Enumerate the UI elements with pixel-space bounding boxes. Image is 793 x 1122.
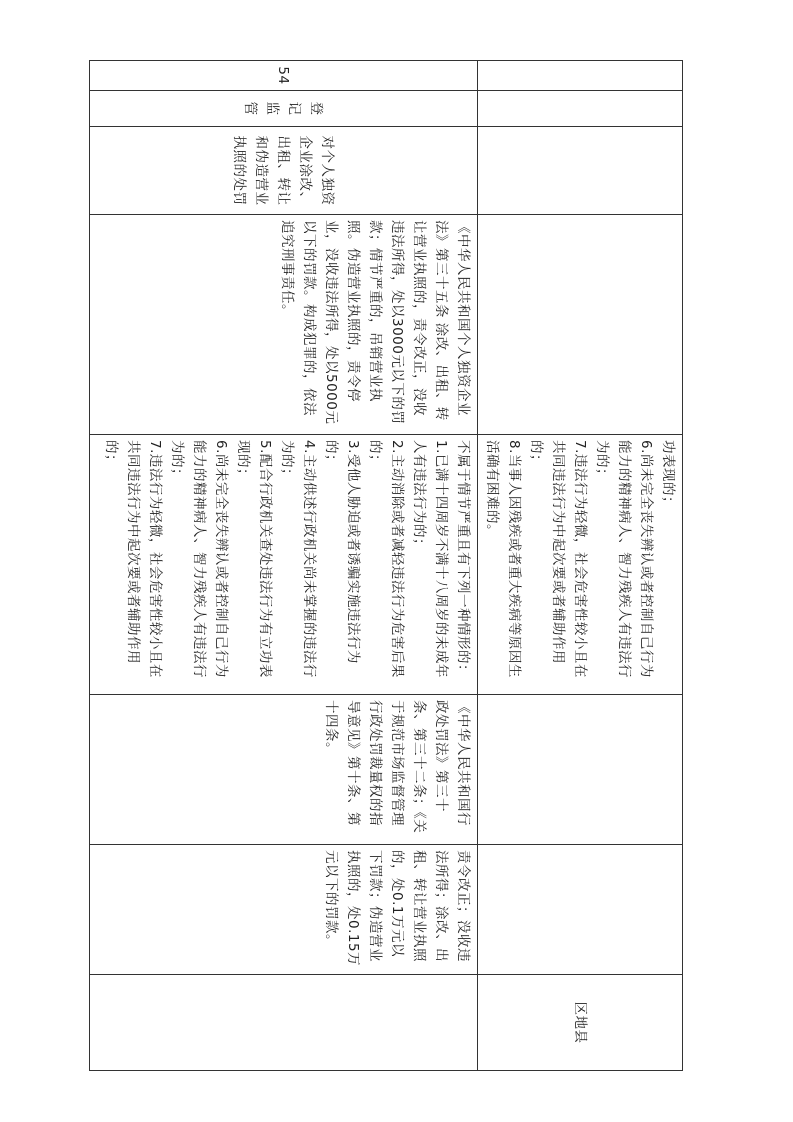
cell-basis	[478, 215, 683, 435]
cell-penalty	[478, 845, 683, 975]
cell-category: 登记监管	[90, 91, 478, 127]
cell-penalty: 责令改正；没收违法所得；涂改、出租、转让营业执照的，处0.1万元以下罚款；伪造营业执照的，处0.15万元以下的罚款。	[90, 845, 478, 975]
cell-conditions: 功表现的； 6.尚未完全丧失辨认或者控制自己行为能力的精神病人、智力残疾人有违法行为的； 7.违法行为轻微，社会危害性较小且在共同违法行为中起次要或者辅助作用的； 8.当事人因残疾或者重大疾病等原因生活确有困难的。	[478, 435, 683, 695]
cell-item: 对个人独资企业涂改、出租、转让和伪造营业执照的处罚	[90, 127, 478, 215]
cell-conditions: 不属于情节严重且有下列一种情形的： 1.已满十四周岁不满十八周岁的未成年人有违法行为的； 2.主动消除或者减轻违法行为危害后果的； 3.受他人胁迫或者诱骗实施违法行为的； 4.主动供述行政机关尚未掌握的违法行为的； 5.配合行政机关查处违法行为有立功表现的； 6.尚未完全丧失辨认或者控制自己行为能力的精神病人、智力残疾人有违法行为的； 7.违法行为轻微，社会危害性较小且在共同违法行为中起次要或者辅助作用的；	[90, 435, 478, 695]
cell-region: 区地县	[478, 975, 683, 1071]
penalty-table	[89, 60, 683, 1071]
cell-category	[478, 91, 683, 127]
cell-law: 《中华人民共和国行政处罚法》第三十条、第三十二条；《关于规范市场监督管理行政处罚裁量权的指导意见》第十条、第十四条。	[90, 695, 478, 845]
cell-basis: 《中华人民共和国个人独资企业法》第三十五条 涂改、出租、转让营业执照的，责令改正，没收违法所得，处以3000元以下的罚款；情节严重的，吊销营业执照。伪造营业执照的，责令停业，没收违法所得，处以5000元以下的罚款。构成犯罪的，依法追究刑事责任。	[90, 215, 478, 435]
table-row-continued	[478, 61, 683, 1071]
table-row-54	[90, 61, 478, 1071]
cell-region	[90, 975, 478, 1071]
cell-num: 54	[90, 61, 478, 91]
cell-item	[478, 127, 683, 215]
cell-num	[478, 61, 683, 91]
cell-law	[478, 695, 683, 845]
